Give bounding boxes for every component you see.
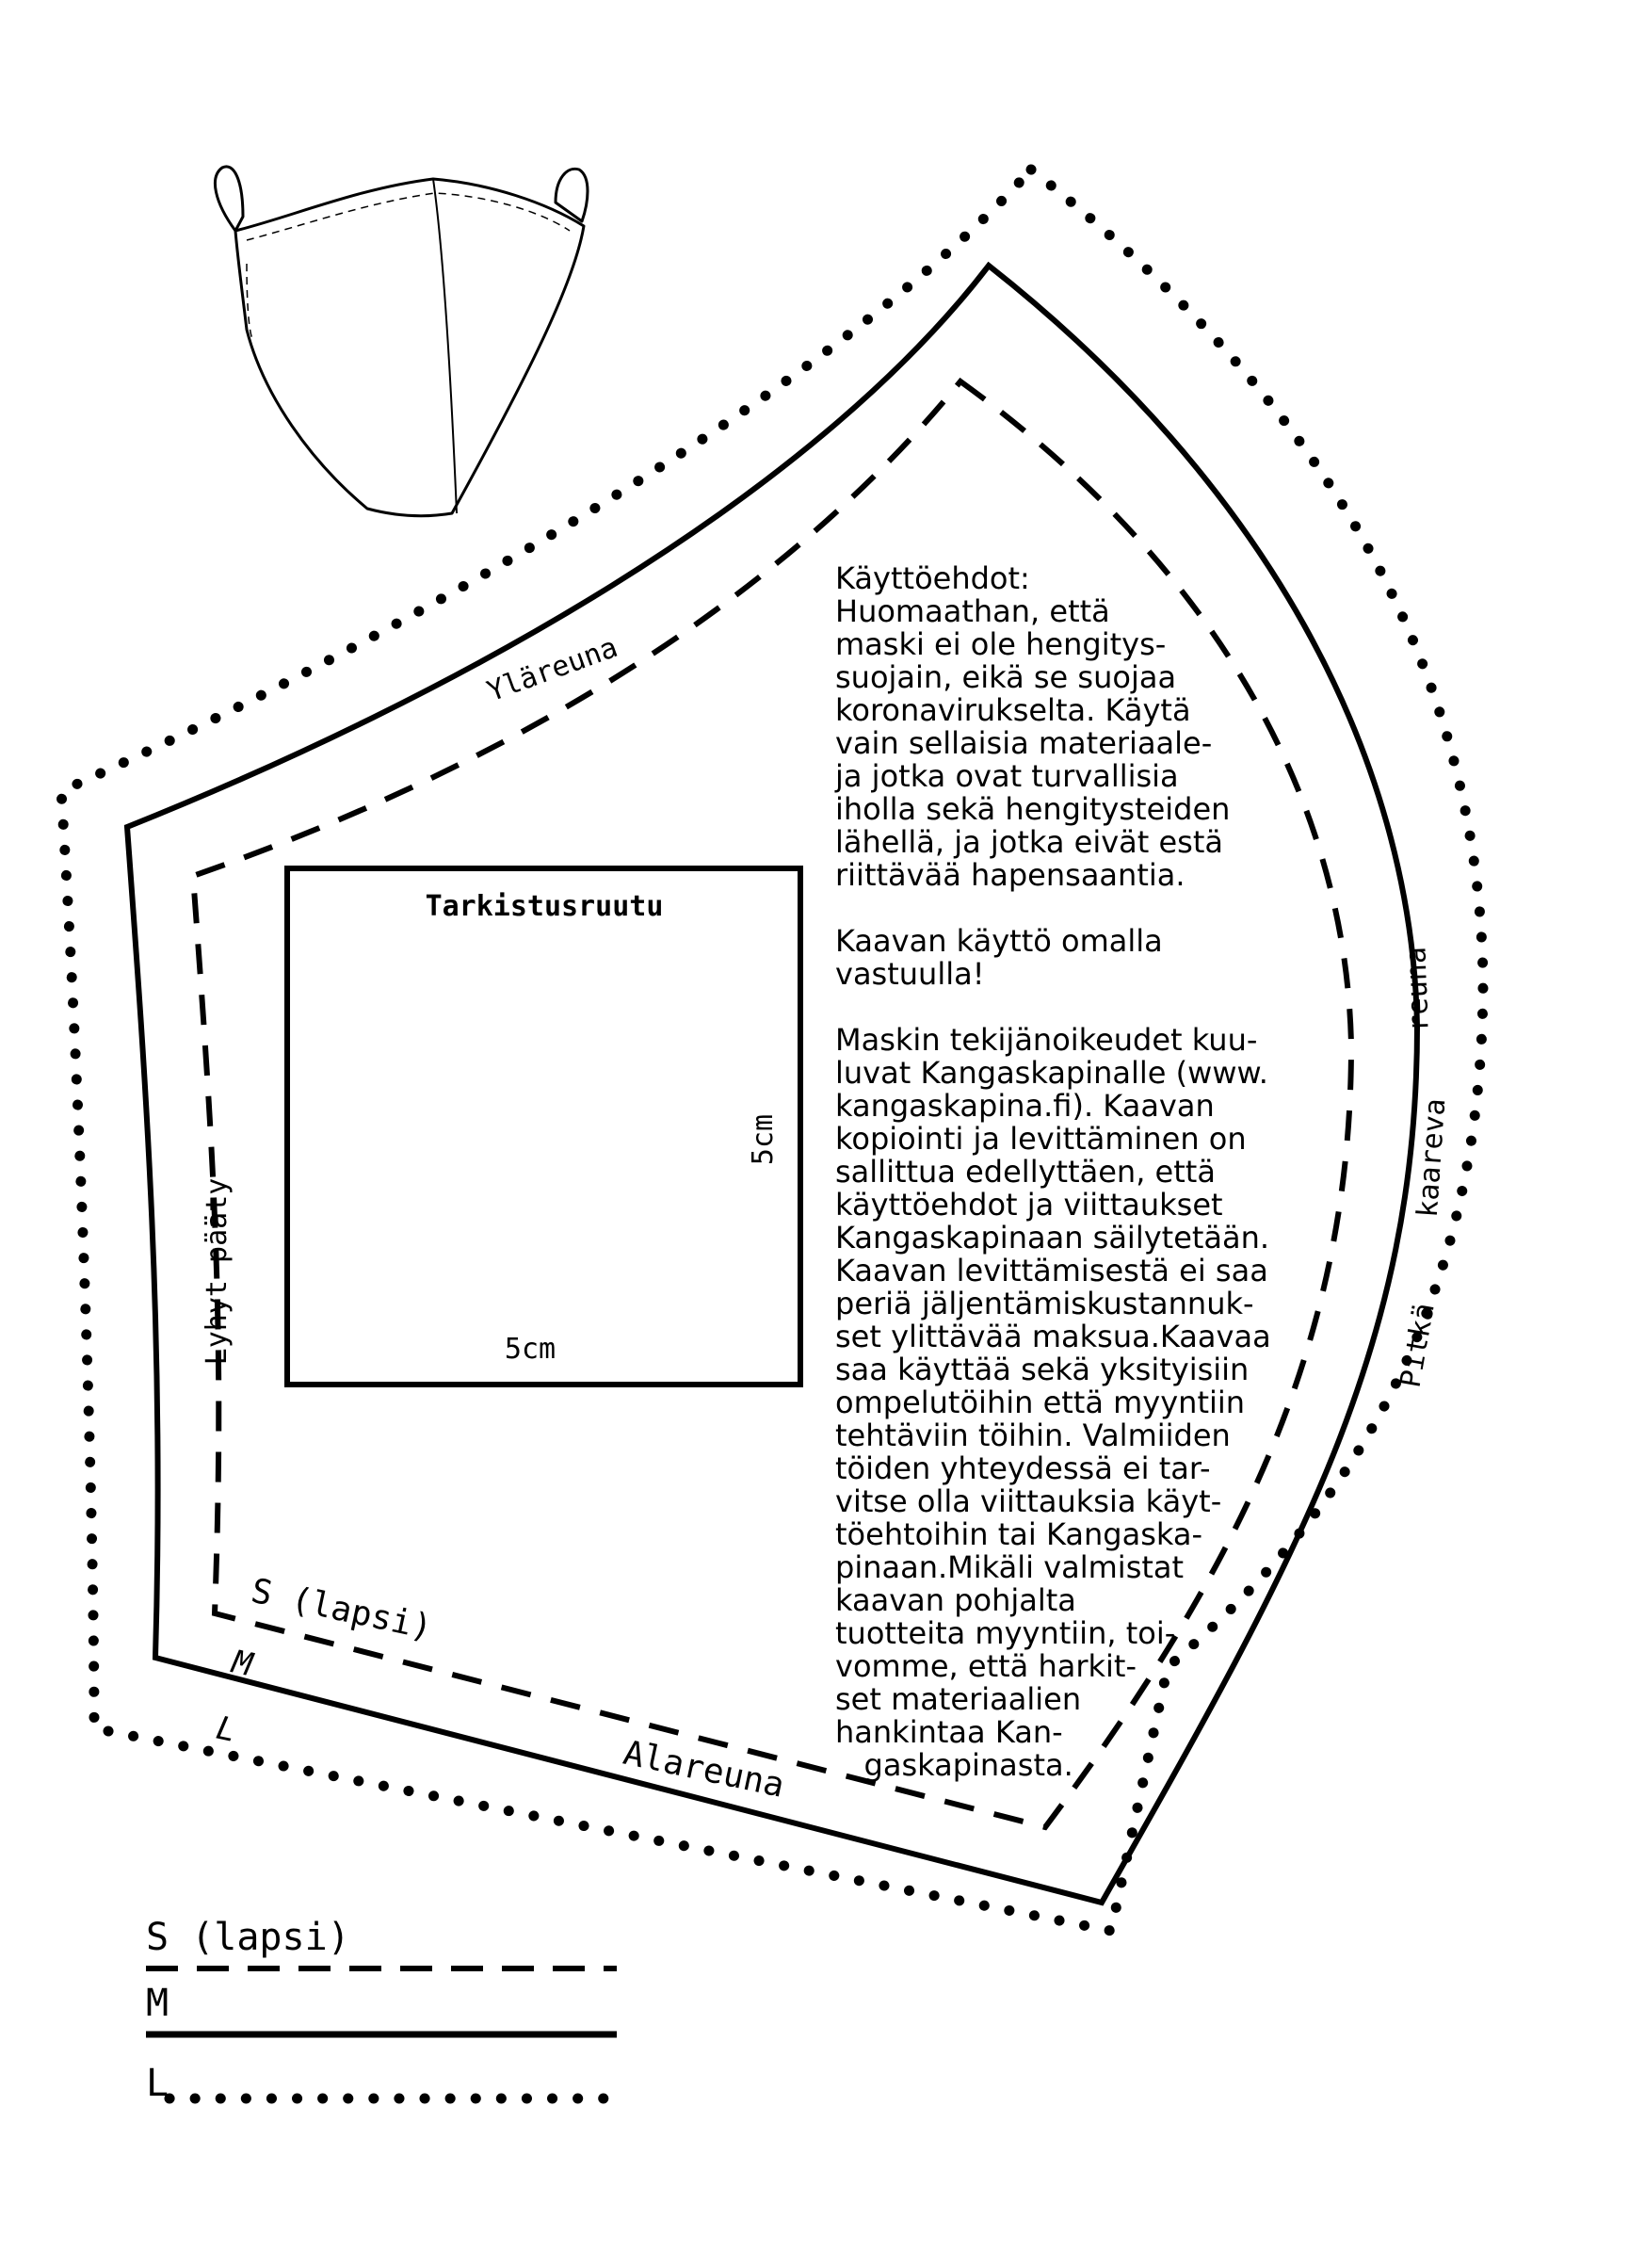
usage-line: tehtäviin töihin. Valmiiden — [835, 1418, 1231, 1453]
usage-line: vomme, että harkit- — [835, 1648, 1137, 1684]
size-s-label: S (lapsi) — [248, 1571, 436, 1648]
legend-s-label: S (lapsi) — [146, 1916, 350, 1959]
check-square — [287, 868, 800, 1385]
size-l-label: L — [213, 1709, 240, 1751]
mask-illustration — [215, 167, 588, 516]
usage-line: kopiointi ja levittäminen on — [835, 1121, 1247, 1157]
usage-line: vitse olla viittauksia käyt- — [835, 1483, 1222, 1519]
usage-line: käyttöehdot ja viittaukset — [835, 1187, 1223, 1223]
usage-line: periä jäljentämiskustannuk- — [835, 1286, 1254, 1321]
size-legend — [146, 1916, 617, 2105]
usage-paragraph-1 — [835, 562, 1268, 892]
usage-paragraph-2 — [835, 925, 1268, 991]
usage-line: Kaavan käyttö omalla — [835, 923, 1163, 959]
usage-line: gaskapinasta. — [835, 1747, 1073, 1783]
usage-line: maski ei ole hengitys- — [835, 626, 1167, 662]
bottom-edge-label: Alareuna — [620, 1733, 788, 1806]
check-square-title: Tarkistusruutu — [425, 890, 664, 923]
usage-line: töehtoihin tai Kangaska- — [835, 1516, 1202, 1552]
short-end-label: Lyhyt pääty — [201, 1177, 234, 1366]
usage-line: pinaan.Mikäli valmistat — [835, 1549, 1185, 1585]
usage-line: lähellä, ja jotka eivät estä — [835, 824, 1223, 860]
usage-line: Kaavan levittämisestä ei saa — [835, 1253, 1268, 1288]
usage-line: Huomaathan, että — [835, 593, 1110, 629]
usage-line: iholla sekä hengitysteiden — [835, 791, 1231, 827]
usage-line: set materiaalien — [835, 1681, 1082, 1717]
usage-line: töiden yhteydessä ei tar- — [835, 1450, 1211, 1486]
usage-line: saa käyttää sekä yksityisiin — [835, 1352, 1250, 1387]
usage-line: suojain, eikä se suojaa — [835, 659, 1177, 695]
usage-line: kaavan pohjalta — [835, 1582, 1076, 1618]
usage-line: riittävää hapensaantia. — [835, 857, 1185, 893]
usage-line: vain sellaisia materiaale- — [835, 725, 1213, 761]
usage-line: tuotteita myyntiin, toi- — [835, 1615, 1176, 1651]
top-edge-label: Yläreuna — [482, 630, 622, 709]
usage-line: ja jotka ovat turvallisia — [835, 758, 1179, 794]
usage-line: Käyttöehdot: — [835, 560, 1030, 596]
long-edge-label-2: kaareva — [1411, 1097, 1453, 1219]
check-square-width-label: 5cm — [504, 1333, 556, 1366]
usage-line: Maskin tekijänoikeudet kuu- — [835, 1022, 1258, 1058]
usage-paragraph-3 — [835, 1022, 1271, 1783]
usage-line: ompelutöihin että myyntiin — [835, 1385, 1246, 1420]
check-square-height-label: 5cm — [747, 1113, 780, 1166]
usage-line: Kangaskapinaan säilytetään. — [835, 1220, 1270, 1256]
long-edge-label-3: reuna — [1399, 946, 1436, 1033]
legend-m-label: M — [146, 1982, 169, 2025]
usage-line: kangaskapina.fi). Kaavan — [835, 1088, 1215, 1124]
usage-line: vastuulla! — [835, 956, 985, 992]
legend-l-label: L — [146, 2062, 169, 2105]
size-m-label: M — [229, 1643, 256, 1685]
usage-line: koronavirukselta. Käytä — [835, 692, 1191, 728]
long-edge-label-1: Pitkä — [1394, 1300, 1442, 1390]
usage-line: sallittua edellyttäen, että — [835, 1154, 1216, 1190]
size-l-outline — [61, 170, 1483, 1931]
usage-terms — [835, 560, 1271, 1783]
usage-line: set ylittävää maksua.Kaavaa — [835, 1319, 1271, 1354]
usage-line: luvat Kangaskapinalle (www. — [835, 1055, 1268, 1091]
usage-line: hankintaa Kan- — [835, 1714, 1063, 1750]
